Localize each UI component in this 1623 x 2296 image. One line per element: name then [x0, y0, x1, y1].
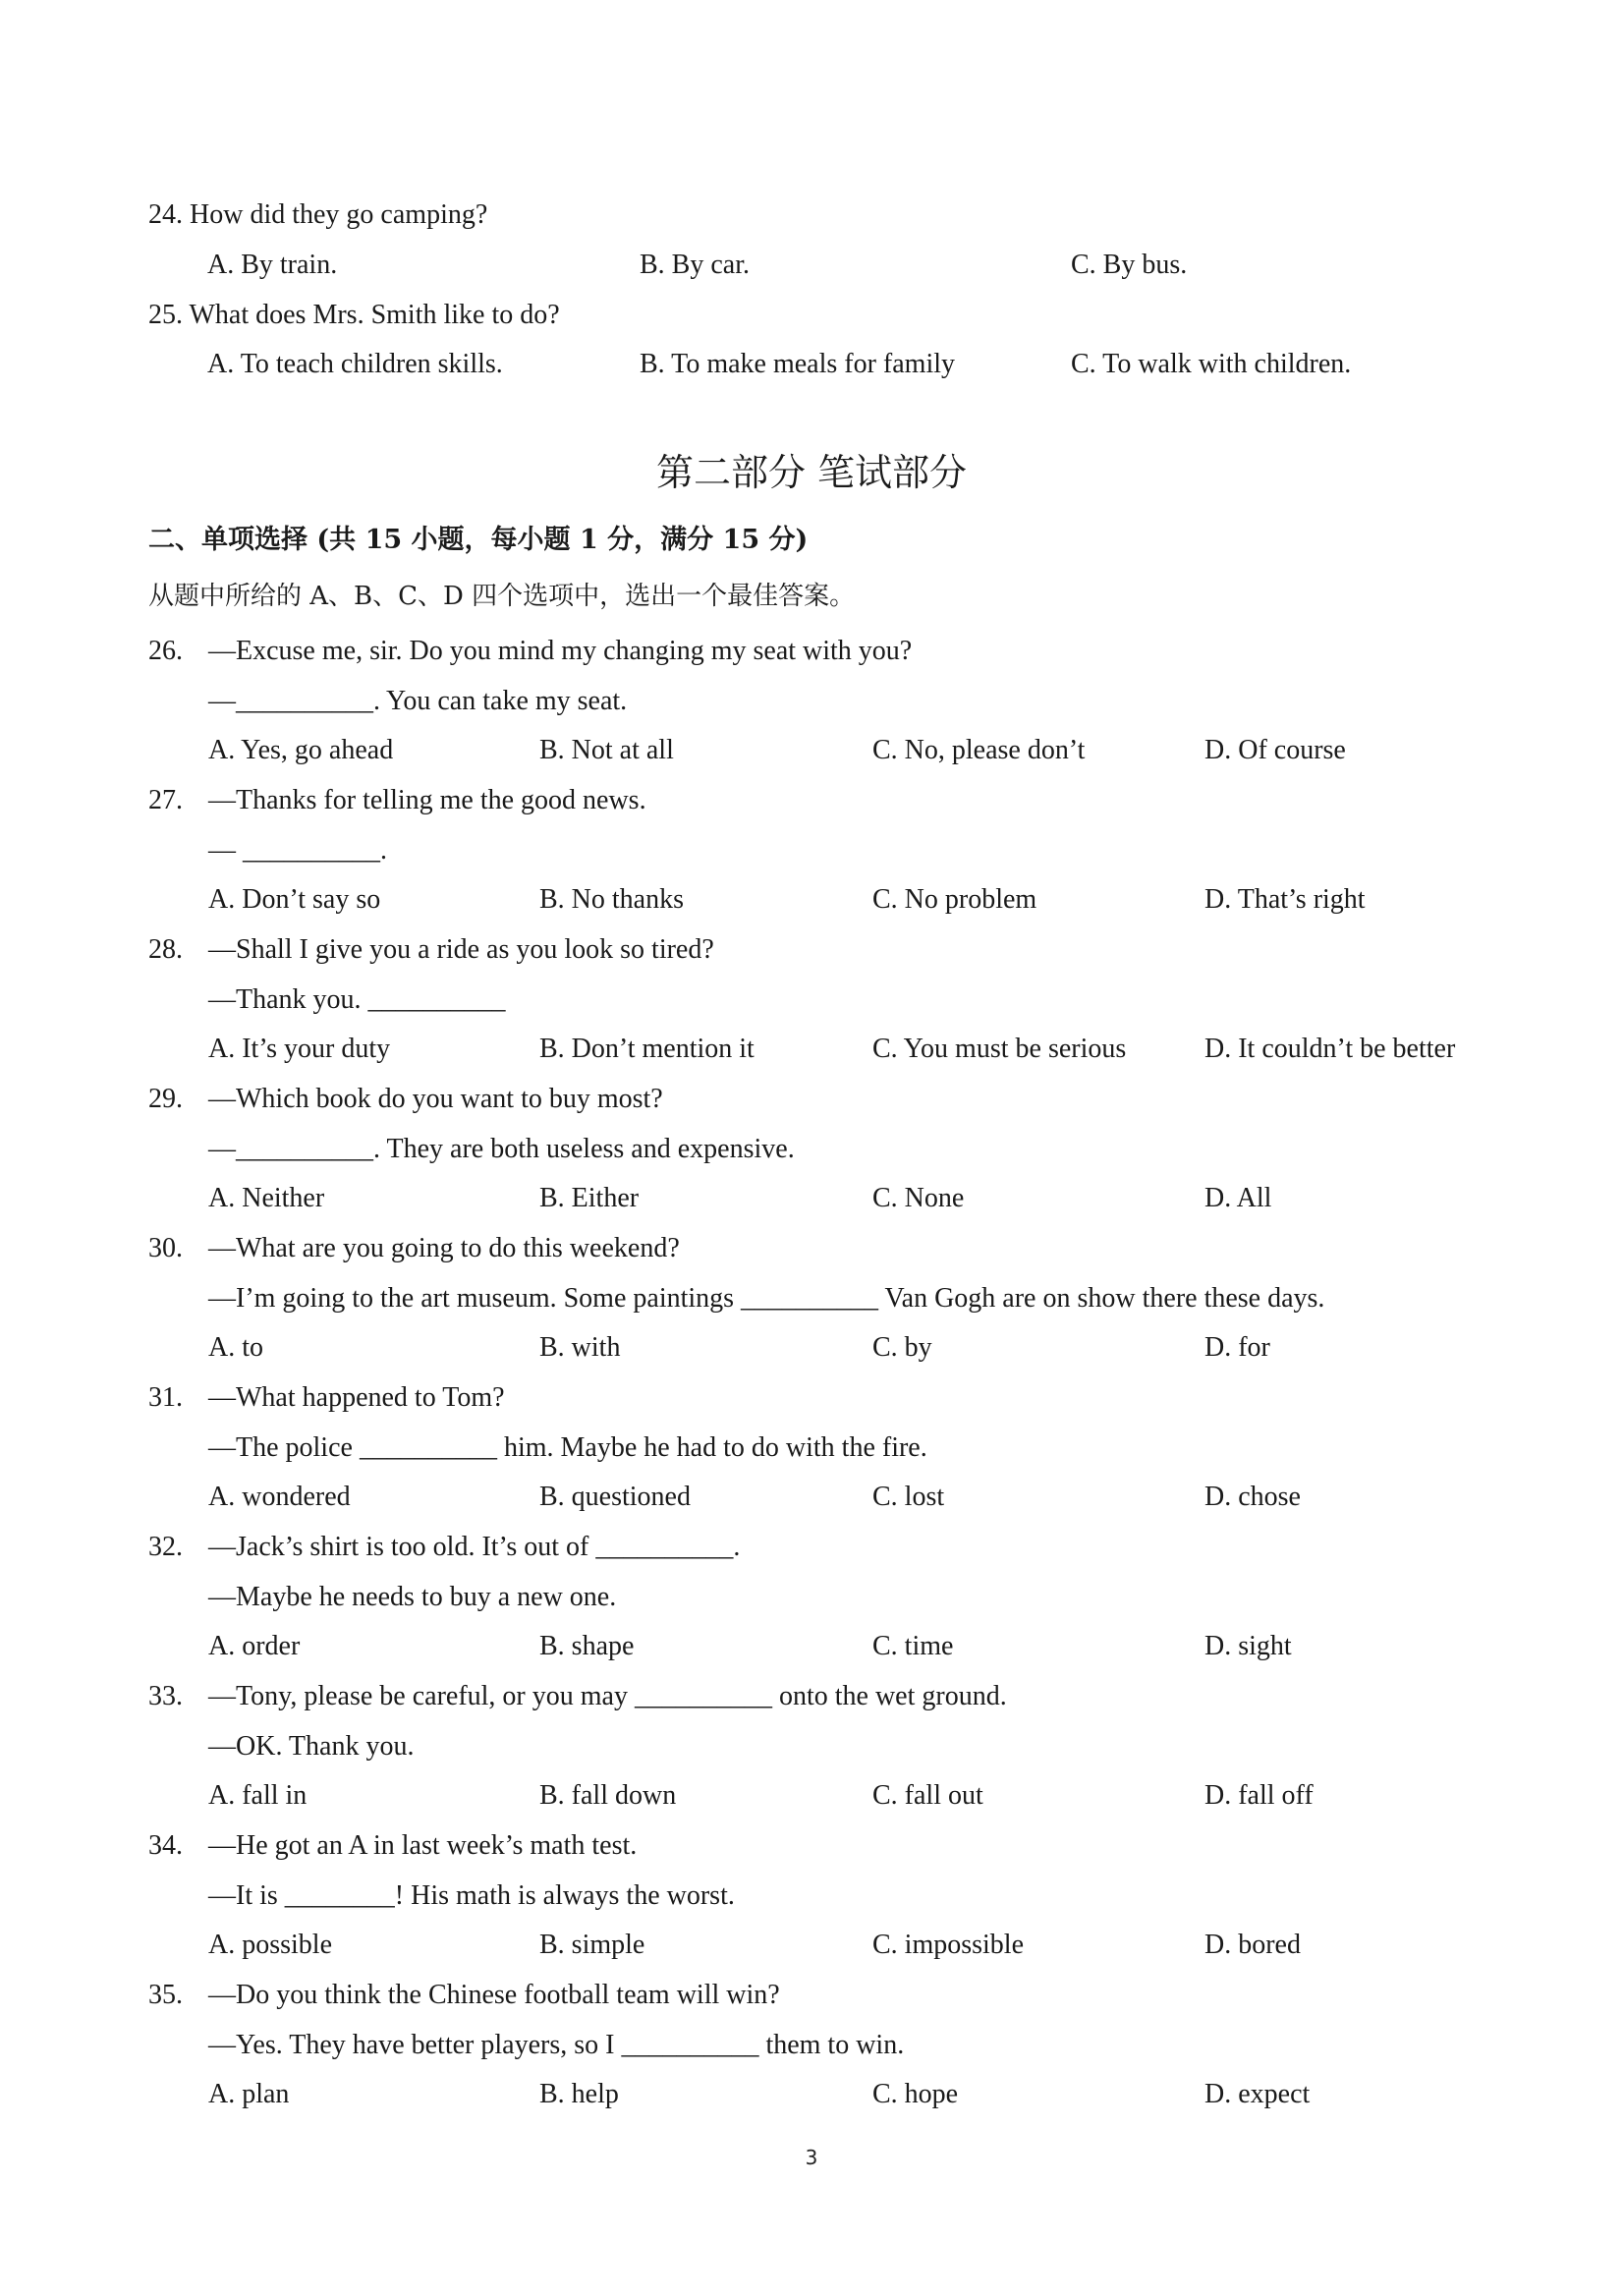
question-number: 27. [148, 785, 183, 815]
part-title: 第二部分 笔试部分 [655, 451, 968, 494]
option-c: C. time [872, 1631, 954, 1661]
option-24-c: C. By bus. [1071, 250, 1188, 280]
option-d: D. bored [1204, 1930, 1301, 1960]
option-c: C. lost [872, 1482, 945, 1512]
option-b: B. simple [539, 1930, 645, 1960]
question-line-1: —He got an A in last week’s math test. [208, 1830, 638, 1861]
option-d: D. All [1204, 1183, 1272, 1213]
option-c: C. hope [872, 2079, 959, 2109]
option-c: C. No problem [872, 884, 1037, 915]
option-a: A. It’s your duty [208, 1034, 391, 1064]
option-c: C. None [872, 1183, 965, 1213]
question-line-2: —The police __________ him. Maybe he had to do with the fire. [208, 1432, 927, 1463]
option-a: A. plan [208, 2079, 290, 2109]
option-b: B. No thanks [539, 884, 684, 915]
option-c: C. You must be serious [872, 1034, 1127, 1064]
option-b: B. Not at all [539, 735, 674, 765]
option-c: C. fall out [872, 1780, 983, 1811]
question-number: 26. [148, 636, 183, 666]
option-24-b: B. By car. [640, 250, 750, 280]
question-line-2: —It is ________! His math is always the worst. [208, 1880, 735, 1911]
option-a: A. to [208, 1332, 263, 1363]
section-instruction: 从题中所给的 A、B、C、D 四个选项中，选出一个最佳答案。 [148, 582, 856, 611]
option-b: B. Either [539, 1183, 640, 1213]
option-c: C. impossible [872, 1930, 1025, 1960]
question-number: 32. [148, 1532, 183, 1562]
option-d: D. Of course [1204, 735, 1346, 765]
option-25-a: A. To teach children skills. [207, 349, 503, 379]
option-b: B. fall down [539, 1780, 677, 1811]
option-a: A. possible [208, 1930, 332, 1960]
question-number: 33. [148, 1681, 183, 1711]
question-number: 34. [148, 1830, 183, 1861]
question-line-1: —What happened to Tom? [208, 1382, 505, 1413]
option-d: D. It couldn’t be better [1204, 1034, 1456, 1064]
option-c: C. No, please don’t [872, 735, 1086, 765]
question-number: 31. [148, 1382, 183, 1413]
question-line-1: —What are you going to do this weekend? [208, 1233, 680, 1263]
option-d: D. That’s right [1204, 884, 1366, 915]
option-d: D. for [1204, 1332, 1270, 1363]
option-b: B. questioned [539, 1482, 691, 1512]
option-a: A. Yes, go ahead [208, 735, 394, 765]
question-line-2: —OK. Thank you. [208, 1731, 415, 1762]
question-line-1: —Shall I give you a ride as you look so tired? [208, 934, 714, 965]
question-line-1: —Jack’s shirt is too old. It’s out of __________. [208, 1532, 741, 1562]
option-b: B. shape [539, 1631, 635, 1661]
question-line-1: —Do you think the Chinese football team will win? [208, 1980, 780, 2010]
option-b: B. Don’t mention it [539, 1034, 755, 1064]
page-number: 3 [805, 2146, 818, 2169]
question-line-1: —Tony, please be careful, or you may __________ onto the wet ground. [208, 1681, 1007, 1711]
option-a: A. fall in [208, 1780, 308, 1811]
option-d: D. sight [1204, 1631, 1292, 1661]
option-d: D. chose [1204, 1482, 1301, 1512]
option-25-b: B. To make meals for family [640, 349, 956, 379]
option-a: A. wondered [208, 1482, 351, 1512]
question-line-1: —Which book do you want to buy most? [208, 1084, 663, 1114]
option-b: B. help [539, 2079, 619, 2109]
option-a: A. order [208, 1631, 301, 1661]
question-number: 35. [148, 1980, 183, 2010]
option-a: A. Neither [208, 1183, 325, 1213]
option-b: B. with [539, 1332, 621, 1363]
question-line-2: —Maybe he needs to buy a new one. [208, 1582, 617, 1612]
option-25-c: C. To walk with children. [1071, 349, 1352, 379]
option-d: D. expect [1204, 2079, 1311, 2109]
question-line-2: —Thank you. __________ [208, 984, 506, 1015]
listening-question-25: 25. What does Mrs. Smith like to do? [148, 300, 560, 330]
question-line-2: —Yes. They have better players, so I __________ them to win. [208, 2030, 905, 2060]
question-line-2: —__________. You can take my seat. [208, 686, 628, 716]
question-line-2: —__________. They are both useless and expensive. [208, 1134, 795, 1164]
option-c: C. by [872, 1332, 932, 1363]
option-d: D. fall off [1204, 1780, 1314, 1811]
question-line-1: —Excuse me, sir. Do you mind my changing my seat with you? [208, 636, 913, 666]
question-line-2: — __________. [208, 835, 387, 866]
section-heading: 二、单项选择 (共 15 小题，每小题 1 分，满分 15 分) [148, 525, 809, 555]
option-a: A. Don’t say so [208, 884, 381, 915]
listening-question-24: 24. How did they go camping? [148, 199, 488, 230]
question-line-1: —Thanks for telling me the good news. [208, 785, 646, 815]
question-number: 29. [148, 1084, 183, 1114]
question-number: 30. [148, 1233, 183, 1263]
question-line-2: —I’m going to the art museum. Some paintings __________ Van Gogh are on show there these days. [208, 1283, 1325, 1314]
question-number: 28. [148, 934, 183, 965]
option-24-a: A. By train. [207, 250, 338, 280]
